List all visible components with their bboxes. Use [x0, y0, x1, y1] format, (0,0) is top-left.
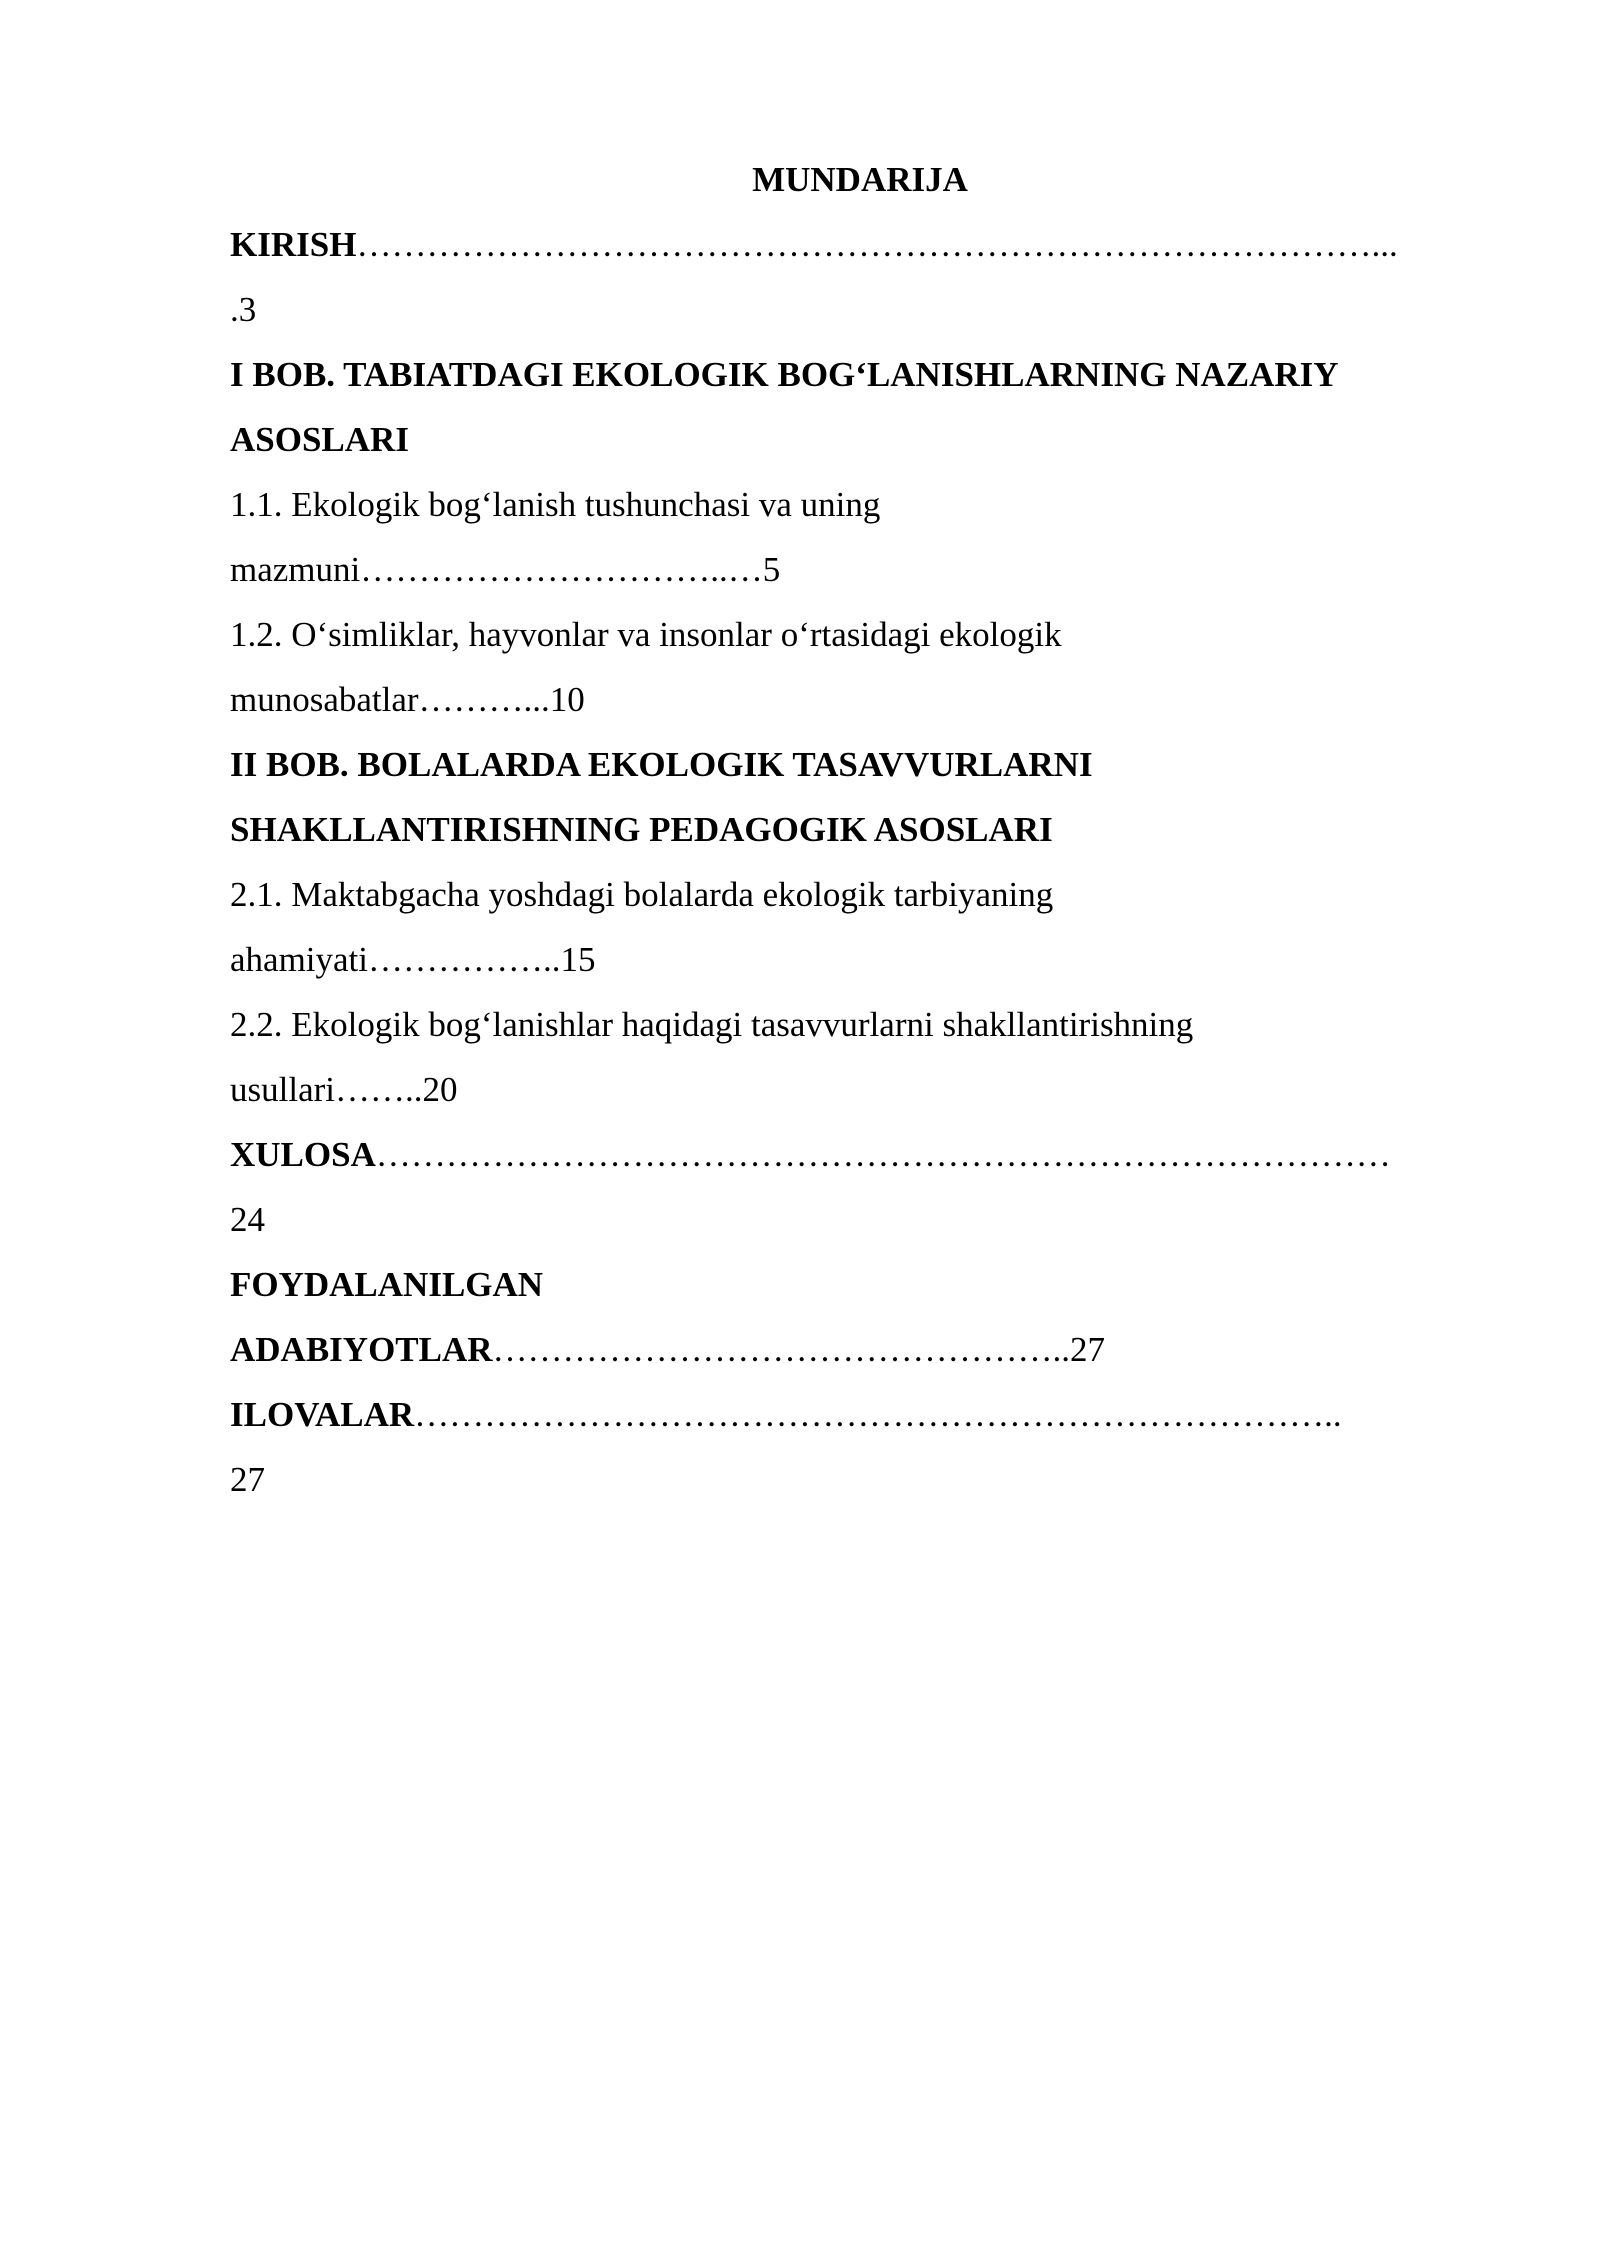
toc-line [230, 537, 1490, 602]
toc-page-number: .3 [230, 290, 257, 329]
toc-line [230, 667, 1490, 732]
toc-section-text: ahamiyati……………..15 [230, 940, 596, 979]
toc-heading: KIRISH [230, 225, 357, 264]
toc-line [230, 732, 1490, 797]
toc-heading: ILOVALAR [230, 1395, 415, 1434]
toc-section-text: usullari……..20 [230, 1070, 458, 1109]
toc-heading: XULOSA [230, 1135, 376, 1174]
toc-section-text: munosabatlar………...10 [230, 680, 585, 719]
toc-line [230, 342, 1490, 407]
toc-chapter-heading: ASOSLARI [230, 420, 409, 459]
toc-line [230, 1382, 1490, 1447]
toc-line [230, 1122, 1490, 1187]
toc-line [230, 992, 1490, 1057]
toc-line [230, 602, 1490, 667]
toc-heading: ADABIYOTLAR [230, 1330, 493, 1369]
toc-line [230, 1447, 1490, 1512]
table-of-contents [230, 147, 1490, 1512]
toc-section-text: 1.1. Ekologik bog‘lanish tushunchasi va uning [230, 485, 881, 524]
toc-section-text: 1.2. O‘simliklar, hayvonlar va insonlar o‘rtasidagi ekologik [230, 615, 1062, 654]
toc-line [230, 1252, 1490, 1317]
toc-leader: …………………………………………………………………………… [375, 1135, 1391, 1174]
toc-line [230, 407, 1490, 472]
toc-page-number: 24 [230, 1200, 265, 1239]
toc-line [230, 212, 1490, 277]
toc-line [230, 927, 1490, 992]
toc-chapter-heading: II BOB. BOLALARDA EKOLOGIK TASAVVURLARNI [230, 745, 1093, 784]
toc-line [230, 1057, 1490, 1122]
toc-line [230, 472, 1490, 537]
toc-line [230, 862, 1490, 927]
toc-section-text: 2.1. Maktabgacha yoshdagi bolalarda ekologik tarbiyaning [230, 875, 1054, 914]
toc-leader: …………………………………………………………………….. [414, 1395, 1342, 1434]
toc-heading: FOYDALANILGAN [230, 1265, 544, 1304]
toc-line [230, 797, 1490, 862]
toc-leader: ……………………………………………………………………………... [356, 225, 1398, 264]
toc-line [230, 277, 1490, 342]
toc-line [230, 1317, 1490, 1382]
toc-section-text: mazmuni…………………………..…5 [230, 550, 781, 589]
toc-title: MUNDARIJA [752, 160, 968, 199]
toc-chapter-heading: SHAKLLANTIRISHNING PEDAGOGIK ASOSLARI [230, 810, 1053, 849]
toc-page-number: 27 [230, 1460, 265, 1499]
toc-section-text: 2.2. Ekologik bog‘lanishlar haqidagi tasavvurlarni shakllantirishning [230, 1005, 1194, 1044]
toc-line [230, 1187, 1490, 1252]
toc-chapter-heading: I BOB. TABIATDAGI EKOLOGIK BOG‘LANISHLARNING NAZARIY [230, 355, 1339, 394]
toc-leader: …………………………………………..27 [492, 1330, 1106, 1369]
